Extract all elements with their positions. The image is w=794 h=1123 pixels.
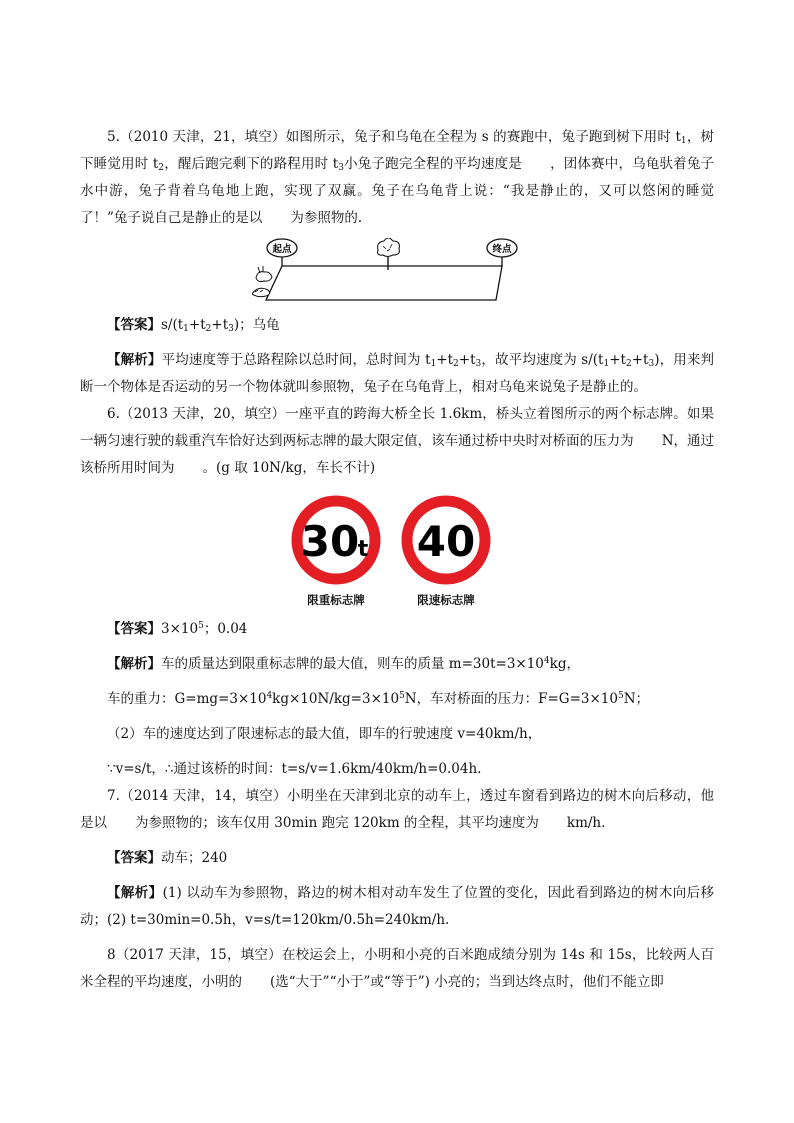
analysis-text: 平均速度等于总路程除以总时间，总时间为 t [161, 352, 431, 368]
weight-limit-caption: 限重标志牌 [307, 593, 365, 607]
answer-text: +t [188, 317, 206, 333]
q5-answer [80, 312, 714, 339]
question-text: 在校运会上，小明和小亮的百米跑成绩分别为 14s 和 15s，比较两人百米全程的平均速度，小明的 [80, 947, 715, 990]
analysis-text: +t [631, 352, 649, 368]
analysis-text: ，故平均速度为 s/(t [481, 352, 604, 368]
question-text: 。(g 取 10N/kg，车长不计) [202, 460, 376, 476]
analysis-text: N； [623, 691, 650, 707]
subscript: 2 [625, 359, 632, 369]
subscript: 1 [603, 359, 610, 369]
question-number: 5. [107, 129, 120, 145]
answer-text: 动车；240 [161, 850, 228, 866]
question-text: km/h. [566, 815, 606, 831]
question-6 [80, 401, 714, 482]
question-text: ，团体赛中，乌龟驮着兔子水中游，兔子背着乌龟地上跑，实现了双赢。兔子在乌龟背上说：“我是静止的，又可以悠闲的睡觉了！”兔子说自己是静止的是以 [80, 156, 715, 226]
analysis-text: 车的质量达到限重标志牌的最大值，则车的质量 m=30t=3×10 [161, 656, 544, 672]
race-track-illustration [252, 238, 522, 308]
answer-label: 【答案】 [107, 850, 161, 866]
question-text: 小明坐在天津到北京的动车上，透过车窗看到路边的树木向后移动，他是以 [80, 788, 715, 831]
answer-text: )；乌龟 [233, 317, 280, 333]
subscript: 2 [205, 324, 212, 334]
document-content [80, 124, 714, 996]
end-label: 终点 [492, 244, 512, 255]
analysis-text: kg×10N/kg=3×10 [272, 691, 400, 707]
superscript: 4 [543, 656, 550, 666]
question-number: 6. [107, 406, 120, 422]
question-text: 为参照物的. [290, 210, 363, 226]
speed-limit-value: 40 [416, 517, 476, 566]
subscript: 3 [228, 324, 234, 334]
question-number: 8 [107, 947, 116, 963]
subscript: 3 [475, 359, 482, 369]
q6-analysis-line1 [80, 651, 714, 678]
subscript: 3 [648, 359, 655, 369]
turtle-icon [252, 288, 270, 296]
answer-label: 【答案】 [107, 621, 161, 637]
analysis-label: 【解析】 [107, 352, 162, 368]
analysis-text: (1) 以动车为参照物，路边的树木相对动车发生了位置的变化，因此看到路边的树木向后移动；(2) t=30min=0.5h，v=s/t=120km/0.5h=240km/h. [80, 885, 715, 928]
analysis-text: +t [609, 352, 626, 368]
q7-analysis [80, 880, 714, 934]
analysis-text: +t [458, 352, 476, 368]
analysis-text: )，用来判断一个物体是否运动的另一个物体就叫参照物，兔子在乌龟背上，相对乌龟来说兔子是静止的。 [80, 352, 715, 395]
question-source: （2010 天津，21，填空） [119, 129, 286, 145]
q6-analysis-line2 [80, 686, 714, 713]
rabbit-icon [256, 266, 272, 282]
analysis-text: kg， [549, 656, 580, 672]
analysis-text: 车的重力：G=mg=3×10 [107, 691, 267, 707]
answer-text: +t [211, 317, 229, 333]
weight-limit-sign [291, 495, 381, 585]
q6-analysis-line4: ∵v=s/t，∴通过该桥的时间：t=s/v=1.6km/40km/h=0.04h. [107, 761, 482, 777]
question-text: 小兔子跑完全程的平均速度是 [343, 156, 522, 172]
traffic-signs [286, 492, 506, 610]
superscript: 5 [198, 621, 204, 631]
question-7 [80, 783, 714, 837]
q7-answer [80, 845, 714, 872]
answer-label: 【答案】 [107, 317, 161, 333]
speed-limit-sign [401, 495, 491, 585]
subscript: 1 [680, 136, 687, 146]
question-text: ，树下睡觉用时 t [80, 129, 715, 172]
answer-text: s/(t [161, 317, 184, 333]
question-text: 如图所示，兔子和乌龟在全程为 s 的赛跑中，兔子跑到树下用时 t [285, 129, 681, 145]
answer-text: 3×10 [161, 621, 199, 637]
question-5 [80, 124, 714, 232]
subscript: 2 [158, 163, 165, 173]
analysis-text: N，车对桥面的压力：F=G=3×10 [404, 691, 618, 707]
question-8 [80, 942, 714, 996]
weight-limit-value: 30 [300, 517, 360, 566]
superscript: 5 [399, 691, 405, 701]
analysis-label: 【解析】 [107, 885, 163, 901]
start-label: 起点 [272, 244, 292, 255]
tree-icon [378, 238, 400, 270]
question-source: （2013 天津，20，填空） [119, 406, 286, 422]
analysis-label: 【解析】 [107, 656, 161, 672]
signs-svg [286, 492, 506, 588]
subscript: 2 [453, 359, 459, 369]
question-source: （2014 天津，14，填空） [119, 788, 287, 804]
superscript: 5 [617, 691, 624, 701]
subscript: 1 [430, 359, 437, 369]
weight-limit-unit: t [357, 537, 369, 562]
q6-analysis-line3: （2）车的速度达到了限速标志的最大值，即车的行驶速度 v=40km/h， [107, 726, 542, 742]
subscript: 3 [338, 163, 344, 173]
race-figure [80, 238, 714, 308]
superscript: 4 [266, 691, 273, 701]
question-text: (选“大于”“小于”或“等于”) 小亮的；当到达终点时，他们不能立即 [270, 974, 664, 990]
q5-analysis [80, 347, 714, 401]
subscript: 1 [183, 324, 189, 334]
question-number: 7. [107, 788, 120, 804]
traffic-signs-figure [80, 492, 714, 610]
analysis-text: +t [436, 352, 454, 368]
question-text: 一座平直的跨海大桥全长 1.6km，桥头立着图所示的两个标志牌。如果一辆匀速行驶的载重汽车恰好达到两标志牌的最大限定值，该车通过桥中央时对桥面的压力为 [80, 406, 715, 449]
question-text: 为参照物的；该车仅用 30min 跑完 120km 的全程，其平均速度为 [135, 815, 539, 831]
speed-limit-caption: 限速标志牌 [417, 593, 475, 607]
question-text: N，通过该桥所用时间为 [80, 433, 715, 476]
q6-answer [80, 616, 714, 643]
question-text: ，醒后跑完剩下的路程用时 t [164, 156, 339, 172]
question-source: （2017 天津，15，填空） [115, 947, 282, 963]
answer-text: ；0.04 [203, 621, 248, 637]
